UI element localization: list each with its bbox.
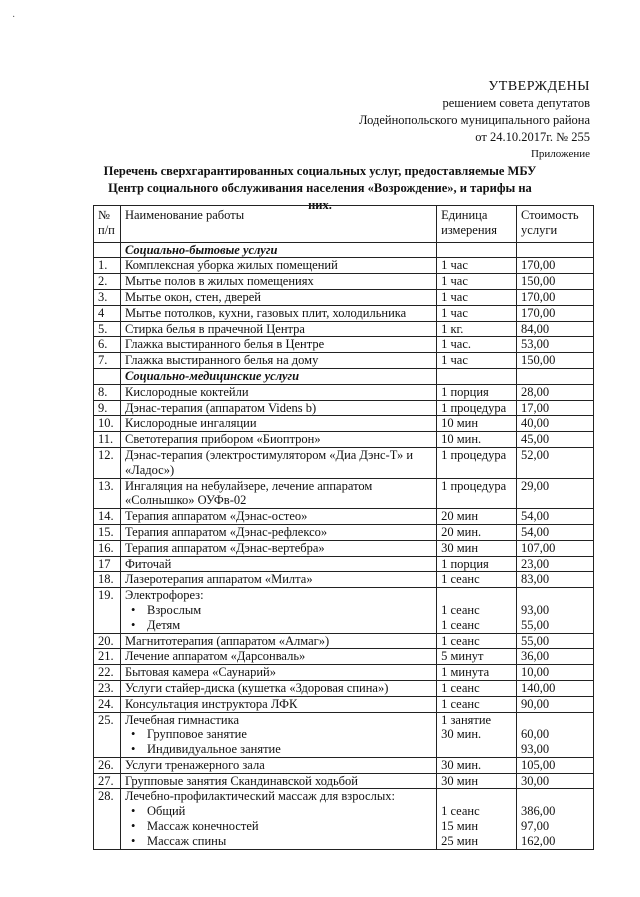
table-row	[94, 432, 594, 448]
service-name: Дэнас-терапия (аппаратом Videns b)	[120, 400, 436, 416]
service-unit: 1 порция	[437, 556, 517, 572]
row-number: 4	[94, 305, 121, 321]
service-title: Лечебно-профилактический массаж для взрослых:	[124, 789, 395, 804]
service-name: Фиточай	[120, 556, 436, 572]
sub-price	[521, 789, 589, 804]
sub-unit: 15 мин	[441, 819, 479, 834]
row-number: 25.	[94, 712, 121, 757]
service-unit: 1 кг.	[437, 321, 517, 337]
sub-price: 97,00	[521, 819, 550, 834]
service-unit: 1 час	[437, 289, 517, 305]
table-row	[94, 649, 594, 665]
service-unit: 1 сеанс	[437, 696, 517, 712]
row-number: 24.	[94, 696, 121, 712]
table-row	[94, 540, 594, 556]
sub-price	[521, 713, 589, 728]
service-name: Услуги тренажерного зала	[120, 757, 436, 773]
row-number: 2.	[94, 274, 121, 290]
service-price: 170,00	[517, 258, 594, 274]
service-price: 150,00	[517, 274, 594, 290]
sub-unit: 1 занятие	[441, 712, 492, 727]
sub-price: 93,00	[521, 602, 550, 617]
col-number-header: № п/п	[94, 206, 121, 243]
sub-price: 55,00	[521, 617, 550, 632]
service-name: Консультация инструктора ЛФК	[120, 696, 436, 712]
sub-price: 386,00	[521, 804, 556, 819]
table-row	[94, 696, 594, 712]
service-price: 54,00	[517, 509, 594, 525]
scan-speck: ·	[12, 12, 16, 23]
appendix-label: Приложение	[530, 148, 590, 160]
approval-line-1: решением совета депутатов	[442, 96, 590, 110]
row-number: 11.	[94, 432, 121, 448]
service-price: 150,00	[517, 353, 594, 369]
table-row	[94, 680, 594, 696]
sub-unit: 30 мин.	[441, 727, 482, 742]
service-price: 105,00	[517, 757, 594, 773]
service-name: Кислородные ингаляции	[120, 416, 436, 432]
service-title: Электрофорез:	[124, 588, 204, 603]
service-unit: 1 процедура	[437, 447, 517, 478]
service-name: Лечение аппаратом «Дарсонваль»	[120, 649, 436, 665]
service-unit: 30 мин	[437, 540, 517, 556]
service-unit: 10 мин.	[437, 432, 517, 448]
col-unit-header: Единица измерения	[437, 206, 517, 243]
service-name: Мытье потолков, кухни, газовых плит, холодильника	[120, 305, 436, 321]
table-row	[94, 524, 594, 540]
service-price	[517, 789, 594, 849]
service-title: Лечебная гимнастика	[124, 712, 240, 727]
service-unit: 20 мин	[437, 509, 517, 525]
service-unit: 1 час.	[437, 337, 517, 353]
sub-unit: 1 сеанс	[441, 617, 480, 632]
sub-unit: 25 мин	[441, 833, 479, 848]
table-row	[94, 305, 594, 321]
section-number-cell	[94, 242, 121, 258]
table-row	[94, 274, 594, 290]
service-unit	[437, 712, 517, 757]
service-unit: 1 минута	[437, 665, 517, 681]
service-unit: 1 час	[437, 353, 517, 369]
row-number: 18.	[94, 572, 121, 588]
table-row	[94, 556, 594, 572]
service-name: Кислородные коктейли	[120, 384, 436, 400]
service-name: Ингаляция на небулайзере, лечение аппаратом «Солнышко» ОУФв-02	[120, 478, 436, 509]
service-unit: 30 мин.	[437, 757, 517, 773]
service-unit: 30 мин	[437, 773, 517, 789]
table-row	[94, 353, 594, 369]
sub-unit: 1 сеанс	[441, 602, 480, 617]
service-unit: 10 мин	[437, 416, 517, 432]
service-price: 29,00	[517, 478, 594, 509]
row-number: 17	[94, 556, 121, 572]
table-row	[94, 400, 594, 416]
row-number: 9.	[94, 400, 121, 416]
service-price: 54,00	[517, 524, 594, 540]
service-price: 10,00	[517, 665, 594, 681]
sub-unit: 1 сеанс	[441, 804, 480, 819]
table-row	[94, 337, 594, 353]
row-number: 15.	[94, 524, 121, 540]
service-unit: 1 процедура	[437, 478, 517, 509]
row-number: 19.	[94, 588, 121, 633]
service-name	[120, 789, 436, 849]
section-title: Социально-медицинские услуги	[120, 368, 436, 384]
service-unit: 1 процедура	[437, 400, 517, 416]
service-name: Терапия аппаратом «Дэнас-остео»	[120, 509, 436, 525]
service-name: Терапия аппаратом «Дэнас-рефлексо»	[120, 524, 436, 540]
service-price: 170,00	[517, 305, 594, 321]
service-price: 107,00	[517, 540, 594, 556]
sub-unit-spacer	[441, 588, 512, 603]
row-number: 28.	[94, 789, 121, 849]
service-unit: 20 мин.	[437, 524, 517, 540]
row-number: 13.	[94, 478, 121, 509]
service-price: 36,00	[517, 649, 594, 665]
approval-line-2: Лодейнопольского муниципального района	[358, 113, 590, 127]
section-row	[94, 368, 594, 384]
approval-line-3: от 24.10.2017г. № 255	[475, 130, 590, 144]
service-price: 45,00	[517, 432, 594, 448]
service-price: 84,00	[517, 321, 594, 337]
table-row	[94, 757, 594, 773]
section-price-cell	[517, 368, 594, 384]
service-unit: 1 час	[437, 258, 517, 274]
service-price: 53,00	[517, 337, 594, 353]
row-number: 26.	[94, 757, 121, 773]
table-row	[94, 384, 594, 400]
service-unit: 1 порция	[437, 384, 517, 400]
service-unit: 1 сеанс	[437, 680, 517, 696]
row-number: 20.	[94, 633, 121, 649]
service-price: 140,00	[517, 680, 594, 696]
service-price: 90,00	[517, 696, 594, 712]
service-unit: 1 сеанс	[437, 633, 517, 649]
section-row	[94, 242, 594, 258]
table-header-row	[94, 206, 594, 243]
service-name: Глажка выстиранного белья в Центре	[120, 337, 436, 353]
sub-price: 162,00	[521, 833, 556, 848]
table-row	[94, 289, 594, 305]
row-number: 12.	[94, 447, 121, 478]
service-name: Комплексная уборка жилых помещений	[120, 258, 436, 274]
service-unit	[437, 588, 517, 633]
service-price: 83,00	[517, 572, 594, 588]
service-name: Светотерапия прибором «Биоптрон»	[120, 432, 436, 448]
table-row	[94, 416, 594, 432]
row-number: 27.	[94, 773, 121, 789]
service-name	[120, 588, 436, 633]
row-number: 10.	[94, 416, 121, 432]
service-name: Дэнас-терапия (электростимулятором «Диа Дэнс-Т» и «Ладос»)	[120, 447, 436, 478]
table-body	[94, 242, 594, 849]
service-name: Бытовая камера «Саунарий»	[120, 665, 436, 681]
row-number: 5.	[94, 321, 121, 337]
section-unit-cell	[437, 242, 517, 258]
section-price-cell	[517, 242, 594, 258]
service-unit	[437, 789, 517, 849]
sub-price: 60,00	[521, 727, 550, 742]
service-unit: 5 минут	[437, 649, 517, 665]
service-name: Услуги стайер-диска (кушетка «Здоровая спина»)	[120, 680, 436, 696]
sub-item: • Массаж конечностей	[125, 819, 432, 834]
service-name	[120, 712, 436, 757]
row-number: 21.	[94, 649, 121, 665]
sub-item: • Взрослым	[125, 603, 432, 618]
service-name: Магнитотерапия (аппаратом «Алмаг»)	[120, 633, 436, 649]
sub-item: • Групповое занятие	[125, 727, 432, 742]
service-name: Мытье окон, стен, дверей	[120, 289, 436, 305]
service-name: Глажка выстиранного белья на дому	[120, 353, 436, 369]
sub-price: 93,00	[521, 742, 550, 757]
sub-item: • Массаж спины	[125, 834, 432, 849]
row-number: 8.	[94, 384, 121, 400]
table-row	[94, 478, 594, 509]
row-number: 7.	[94, 353, 121, 369]
service-price: 52,00	[517, 447, 594, 478]
service-price	[517, 588, 594, 633]
service-price: 17,00	[517, 400, 594, 416]
row-number: 23.	[94, 680, 121, 696]
table-row	[94, 665, 594, 681]
sub-price	[521, 588, 589, 603]
table-row	[94, 588, 594, 633]
tariff-table	[93, 205, 594, 850]
table-row	[94, 773, 594, 789]
service-price: 170,00	[517, 289, 594, 305]
approved-label: УТВЕРЖДЕНЫ	[488, 79, 590, 94]
approval-header	[359, 78, 590, 163]
sub-item: • Детям	[125, 618, 432, 633]
service-unit: 1 сеанс	[437, 572, 517, 588]
service-price: 28,00	[517, 384, 594, 400]
service-price: 30,00	[517, 773, 594, 789]
section-unit-cell	[437, 368, 517, 384]
sub-item: • Общий	[125, 804, 432, 819]
row-number: 16.	[94, 540, 121, 556]
row-number: 14.	[94, 509, 121, 525]
service-price: 23,00	[517, 556, 594, 572]
table-row	[94, 712, 594, 757]
service-price: 40,00	[517, 416, 594, 432]
table-row	[94, 447, 594, 478]
sub-item: • Индивидуальное занятие	[125, 742, 432, 757]
service-name: Стирка белья в прачечной Центра	[120, 321, 436, 337]
table-row	[94, 258, 594, 274]
section-title: Социально-бытовые услуги	[120, 242, 436, 258]
row-number: 6.	[94, 337, 121, 353]
service-unit: 1 час	[437, 274, 517, 290]
service-price: 55,00	[517, 633, 594, 649]
row-number: 22.	[94, 665, 121, 681]
col-name-header: Наименование работы	[120, 206, 436, 243]
service-unit: 1 час	[437, 305, 517, 321]
sub-unit	[441, 789, 512, 804]
document-title: Перечень сверхгарантированных социальных услуг, предоставляемые МБУ Центр социального обслуживания населения «Возрождение», и тарифы на них.	[103, 164, 537, 212]
service-name: Групповые занятия Скандинавской ходьбой	[120, 773, 436, 789]
col-price-header: Стоимость услуги	[517, 206, 594, 243]
service-name: Терапия аппаратом «Дэнас-вертебра»	[120, 540, 436, 556]
section-number-cell	[94, 368, 121, 384]
table-row	[94, 572, 594, 588]
service-name: Лазеротерапия аппаратом «Милта»	[120, 572, 436, 588]
table-row	[94, 509, 594, 525]
table-row	[94, 321, 594, 337]
service-name: Мытье полов в жилых помещениях	[120, 274, 436, 290]
row-number: 1.	[94, 258, 121, 274]
service-price	[517, 712, 594, 757]
row-number: 3.	[94, 289, 121, 305]
table-row	[94, 633, 594, 649]
table-row	[94, 789, 594, 849]
